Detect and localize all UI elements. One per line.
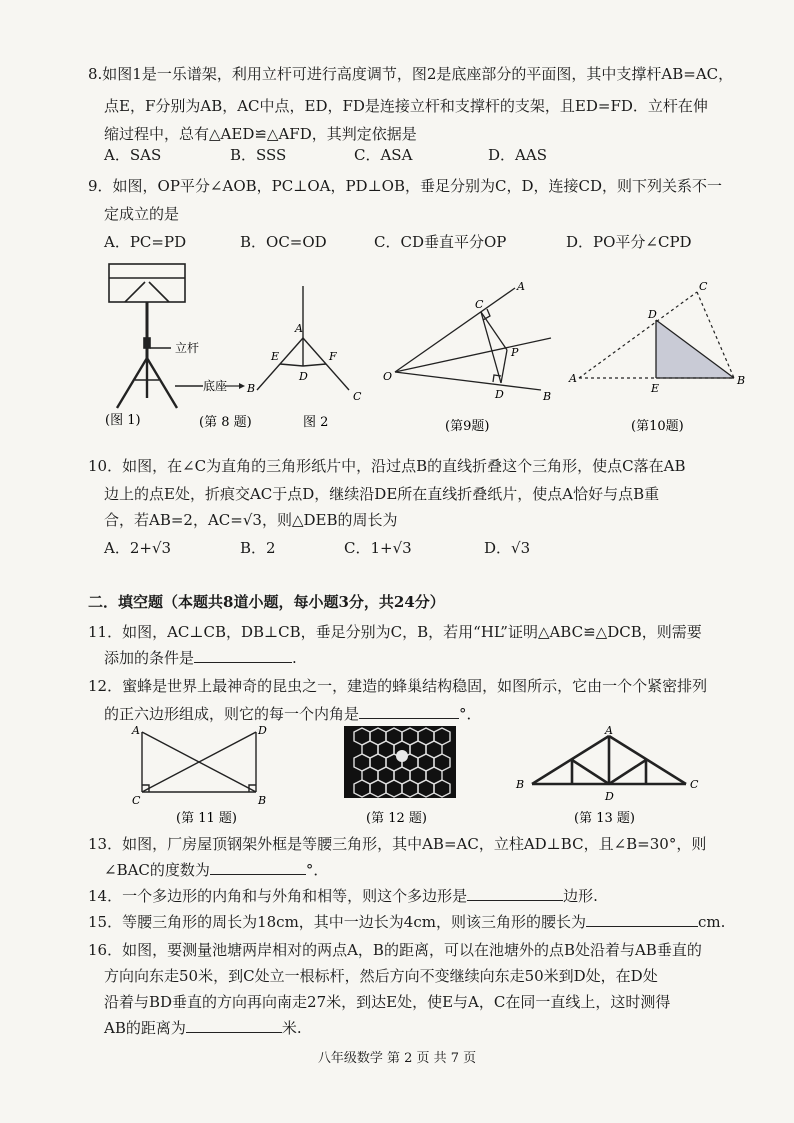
q10-option-c: C．1+√3 [344,539,412,557]
q8-line2: 点E，F分别为AB，AC中点，ED，FD是连接立杆和支撑杆的支架，且ED=FD．立杆在伸 [104,97,708,115]
fig1-label-ligan: 立杆 [175,341,200,355]
section2-title: 二．填空题（本题共8道小题，每小题3分，共24分） [88,593,445,611]
fig9-point-p: P [511,346,519,359]
q13-suffix: °． [305,861,329,879]
fig10-point-e: E [651,382,660,395]
q16-line3: 沿着与BD垂直的方向再向南走27米，到达E处，使E与A，C在同一直线上，这时测得 [104,993,671,1011]
fig8-caption: (第 8 题) [199,415,252,430]
q9-option-b: B．OC=OD [240,233,327,251]
fig11-point-a: A [132,724,140,737]
fig2-point-d: D [299,370,308,383]
q16-line4 [104,1018,302,1038]
q8-option-a: A．SAS [104,146,162,164]
q9-option-c: C．CD垂直平分OP [374,233,507,251]
honeycomb-photo [344,726,456,798]
fig9-point-b: B [543,390,552,403]
fig13-point-d: D [605,790,614,803]
q14-answer-blank[interactable] [467,886,563,901]
fig2-point-b: B [247,382,256,395]
fig9-point-o: O [383,370,393,383]
roof-truss-figure [532,736,686,784]
q9-line1: 9．如图，OP平分∠AOB，PC⊥OA，PD⊥OB，垂足分别为C，D，连接CD，则下列关系不一 [88,177,723,195]
fig2-point-f: F [329,350,337,363]
fig10-point-c: C [699,280,708,293]
fig2-caption: 图 2 [303,415,329,430]
q11-prefix: 添加的条件是 [104,649,195,667]
fig1-label-dizuo: 底座 [203,379,228,393]
fig2-point-c: C [353,390,362,403]
right-triangles-figure [142,732,256,792]
q16-line1: 16．如图，要测量池塘两岸相对的两点A，B的距离，可以在池塘外的点B处沿着与AB垂直的 [88,941,702,959]
q14-suffix: 边形. [563,887,598,905]
q8-option-c: C．ASA [354,146,413,164]
q11-suffix: . [292,649,297,667]
q12-prefix: 的正六边形组成，则它的每一个内角是 [104,705,360,723]
q10-option-d: D．√3 [484,539,531,557]
q12-line2 [104,704,482,724]
q8-line3: 缩过程中，总有△AED≌△AFD，其判定依据是 [104,125,417,143]
q10-line3: 合，若AB=2，AC=√3，则△DEB的周长为 [104,511,398,529]
q14-line [88,886,598,906]
q8-line1: 8.如图1是一乐谱架，利用立杆可进行高度调节，图2是底座部分的平面图，其中支撑杆AB=AC， [88,65,734,83]
figures-row1 [95,258,775,443]
fig9-point-d: D [495,388,504,401]
q16-prefix: AB的距离为 [104,1019,186,1037]
fig9-caption: (第9题) [445,419,490,434]
fig9-point-c: C [475,298,484,311]
fig2-point-a: A [295,322,303,335]
q13-line2 [104,860,328,880]
fig10-point-a: A [569,372,577,385]
q12-answer-blank[interactable] [359,704,459,719]
q9-option-a: A．PC=PD [104,233,187,251]
fig13-caption: (第 13 题) [574,811,635,826]
fig12-caption: (第 12 题) [366,811,427,826]
fig11-point-b: B [258,794,267,807]
q11-answer-blank[interactable] [194,648,292,663]
fig11-point-c: C [132,794,141,807]
fig10-caption: (第10题) [631,419,684,434]
fig11-point-d: D [258,724,267,737]
fig13-point-c: C [690,778,699,791]
page-footer: 八年级数学 第 2 页 共 7 页 [317,1051,477,1066]
q8-option-b: B．SSS [230,146,287,164]
q10-option-b: B．2 [240,539,276,557]
fig2-point-e: E [271,350,280,363]
q16-answer-blank[interactable] [186,1018,282,1033]
q13-line1: 13．如图，厂房屋顶钢架外框是等腰三角形，其中AB=AC，立柱AD⊥BC，且∠B=30°，则 [88,835,707,853]
q10-option-a: A．2+√3 [104,539,172,557]
q11-line2 [104,648,297,668]
fig10-point-d: D [648,308,657,321]
music-stand-figure [109,264,203,408]
q13-answer-blank[interactable] [210,860,306,875]
q12-suffix: °． [459,705,482,723]
fig13-point-a: A [605,724,613,737]
bee-icon [396,750,408,762]
fig13-point-b: B [516,778,525,791]
q15-suffix: cm. [697,913,726,931]
folded-triangle-figure [579,292,734,378]
fig11-caption: (第 11 题) [176,811,237,826]
fig10-point-b: B [737,374,746,387]
fig9-point-a: A [517,280,525,293]
q16-suffix: 米. [281,1019,302,1037]
fig1-caption: (图 1) [105,413,141,428]
q15-answer-blank[interactable] [586,912,698,927]
q12-line1: 12．蜜蜂是世界上最神奇的昆虫之一，建造的蜂巢结构稳固，如图所示，它由一个个紧密排列 [88,677,708,695]
q8-option-d: D．AAS [488,146,547,164]
angle-bisector-figure [395,288,551,390]
q11-line1: 11．如图，AC⊥CB，DB⊥CB，垂足分别为C，B，若用“HL”证明△ABC≌△DCB，则需要 [88,623,702,641]
figures-row2 [120,722,700,832]
q9-option-d: D．PO平分∠CPD [566,233,692,251]
arrow-head-icon [239,383,245,389]
q9-line2: 定成立的是 [104,205,180,223]
q15-prefix: 15．等腰三角形的周长为18cm，其中一边长为4cm，则该三角形的腰长为 [88,913,586,931]
q16-line2: 方向向东走50米，到C处立一根标杆，然后方向不变继续向东走50米到D处，在D处 [104,967,658,985]
q15-line [88,912,725,932]
q10-line2: 边上的点E处，折痕交AC于点D，继续沿DE所在直线折叠纸片，使点A恰好与点B重 [104,485,660,503]
q10-line1: 10．如图，在∠C为直角的三角形纸片中，沿过点B的直线折叠这个三角形，使点C落在AB [88,457,686,475]
q14-prefix: 14．一个多边形的内角和与外角和相等，则这个多边形是 [88,887,468,905]
q13-prefix: ∠BAC的度数为 [104,861,210,879]
